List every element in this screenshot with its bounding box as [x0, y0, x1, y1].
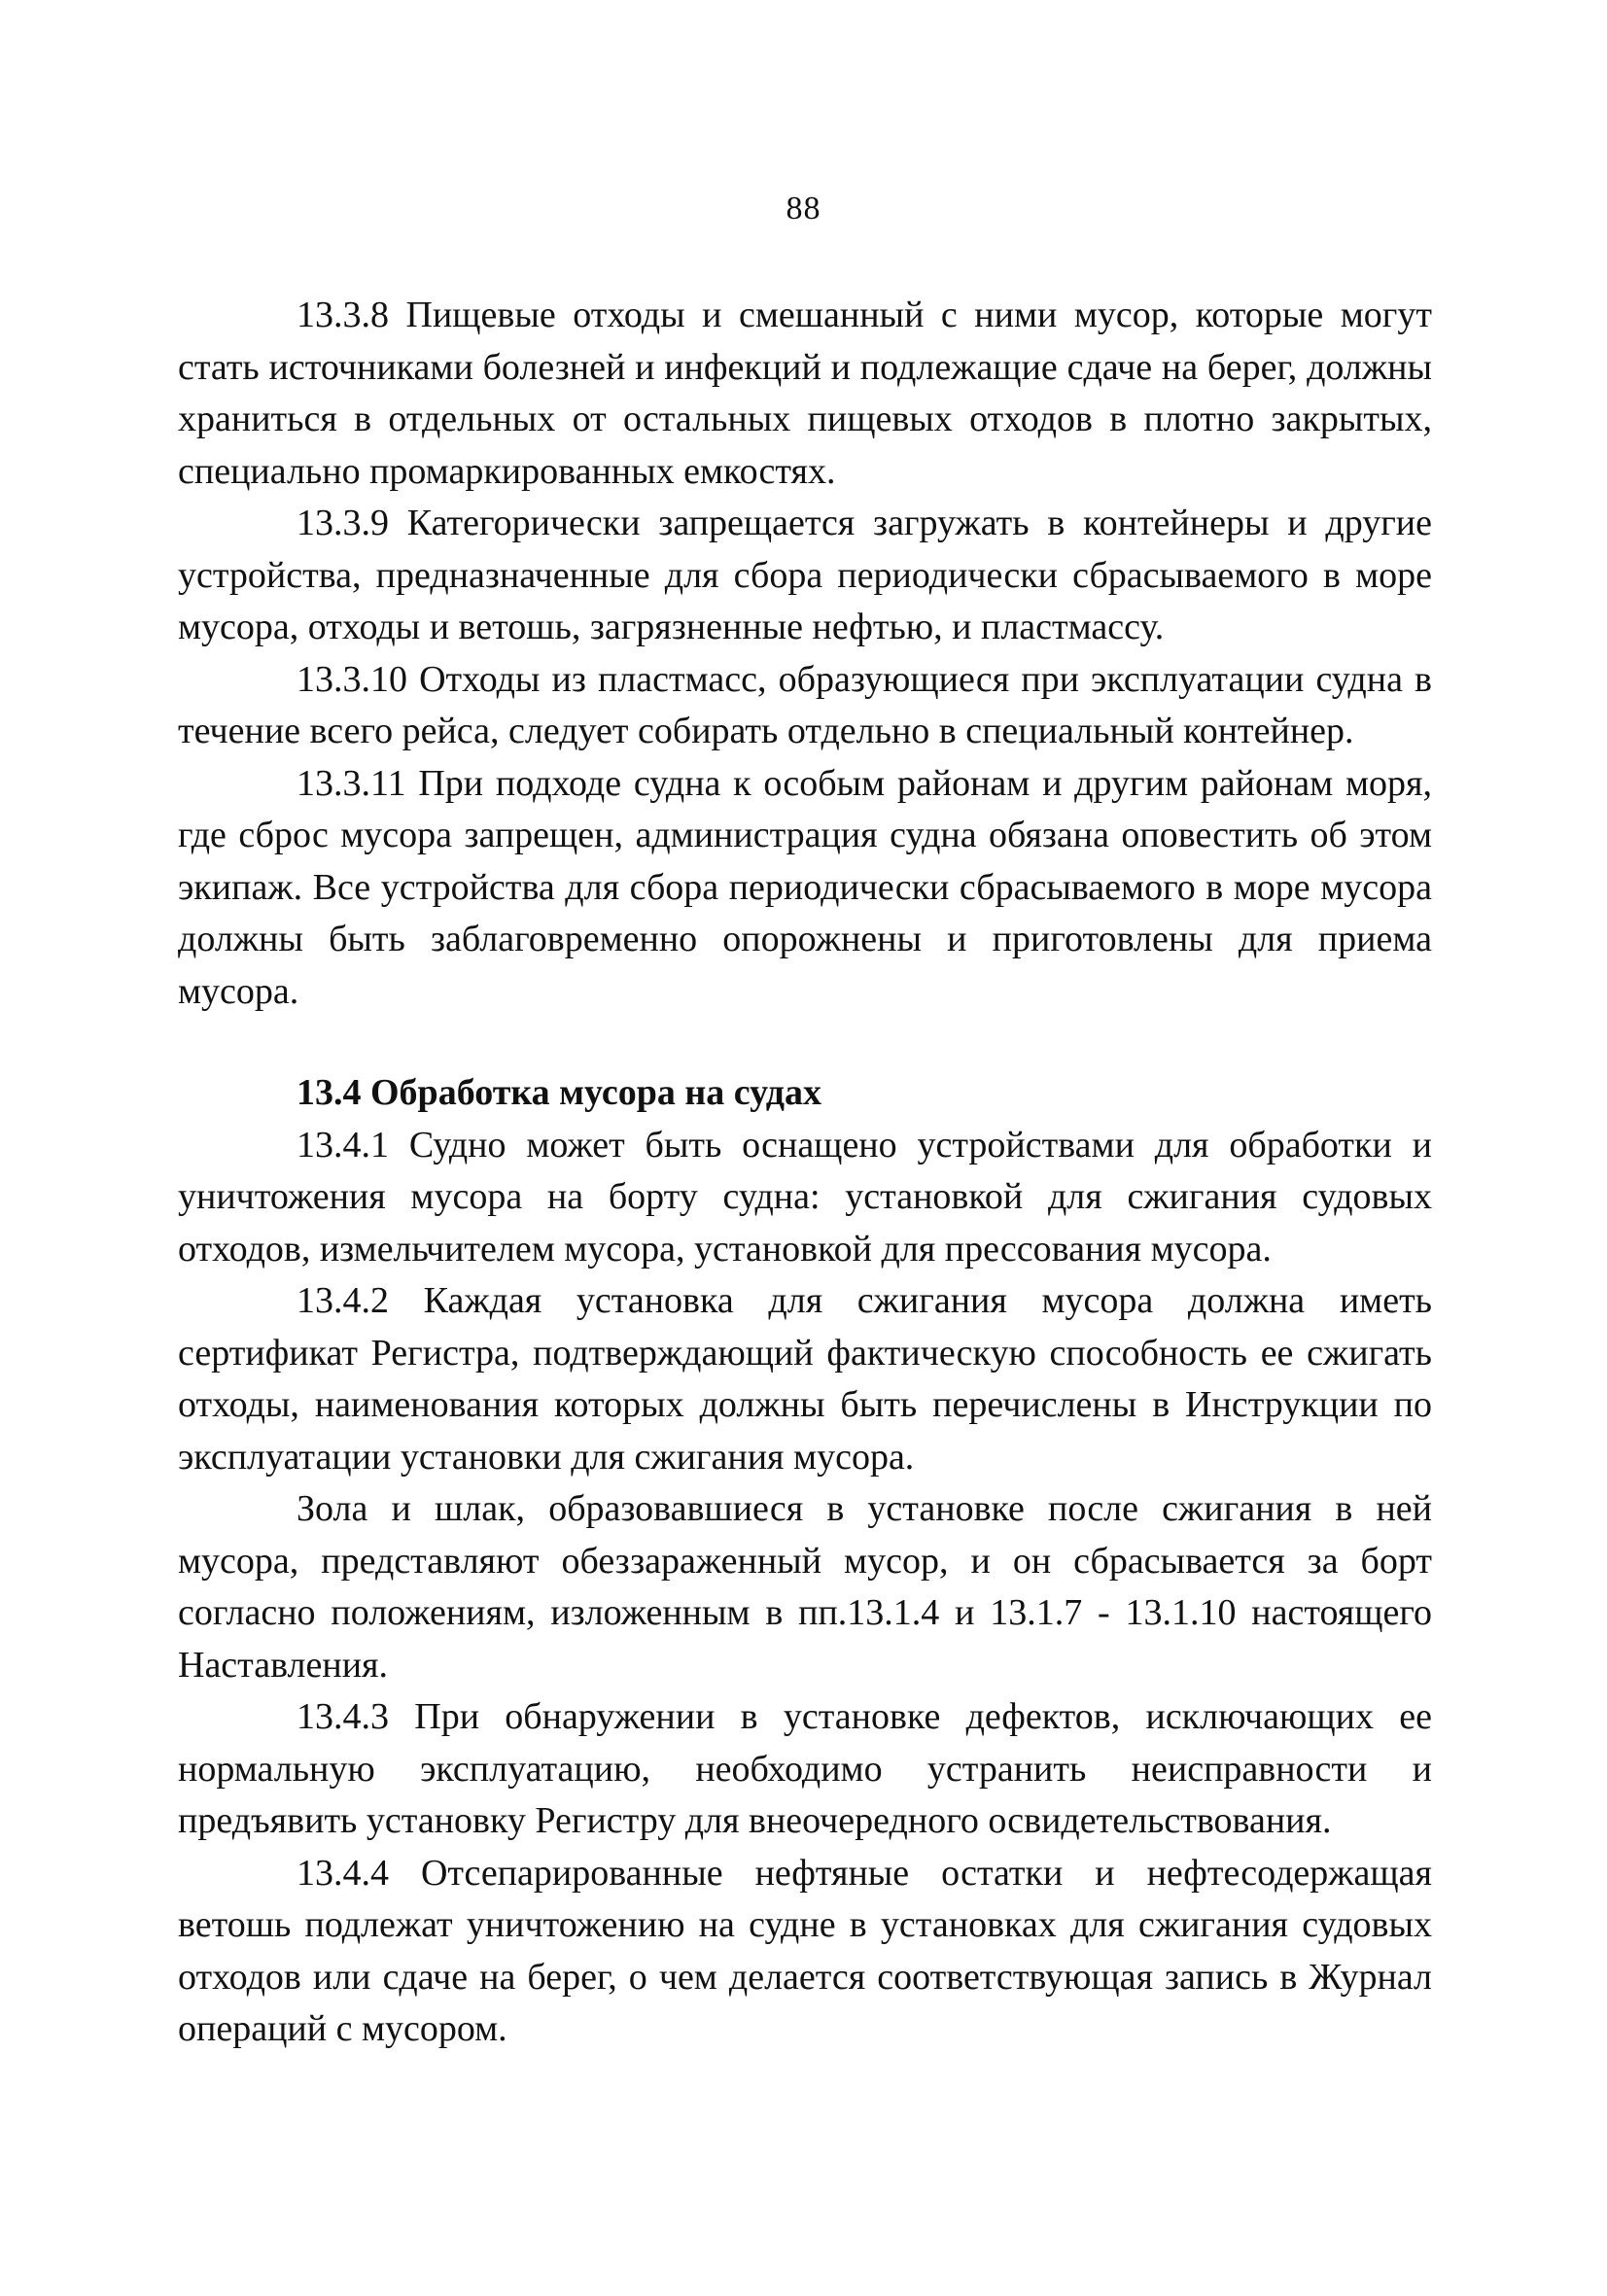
paragraph-13-4-2: 13.4.2 Каждая установка для сжигания мусора должна иметь сертификат Регистра, подтверждающий фактическую способность ее сжигать отходы, наименования которых должны быть перечислены в Инструкции по эксплуатации установки для сжигания мусора.: [178, 1280, 1432, 1478]
document-body: [178, 290, 1432, 2056]
paragraph-ash-and-slag: Зола и шлак, образовавшиеся в установке после сжигания в ней мусора, представляют обеззараженный мусор, и он сбрасывается за борт согласно положениям, изложенным в пп.13.1.4 и 13.1.7 - 13.1.10 настоящего Наставления.: [178, 1488, 1432, 1686]
paragraph-13-4-3: 13.4.3 При обнаружении в установке дефектов, исключающих ее нормальную эксплуатацию, необходимо устранить неисправности и предъявить установку Регистру для внеочередного освидетельствования.: [178, 1696, 1432, 1841]
section-heading-13-4: 13.4 Обработка мусора на судах: [297, 1072, 821, 1113]
paragraph-13-3-9: 13.3.9 Категорически запрещается загружать в контейнеры и другие устройства, предназначенные для сбора периодически сбрасываемого в море мусора, отходы и ветошь, загрязненные нефтью, и пластмассу.: [178, 503, 1432, 647]
paragraph-13-4-4: 13.4.4 Отсепарированные нефтяные остатки и нефтесодержащая ветошь подлежат уничтожению на судне в установках для сжигания судовых отходов или сдаче на берег, о чем делается соответствующая запись в Журнал операций с мусором.: [178, 1852, 1432, 2049]
paragraph-13-4-1: 13.4.1 Судно может быть оснащено устройствами для обработки и уничтожения мусора на борту судна: установкой для сжигания судовых отходов, измельчителем мусора, установкой для прессования мусора.: [178, 1124, 1432, 1270]
paragraph-13-3-10: 13.3.10 Отходы из пластмасс, образующиеся при эксплуатации судна в течение всего рейса, следует собирать отдельно в специальный контейнер.: [178, 658, 1432, 751]
page-number: 88: [786, 191, 821, 226]
paragraph-13-3-8: 13.3.8 Пищевые отходы и смешанный с ними мусор, которые могут стать источниками болезней и инфекций и подлежащие сдаче на берег, должны храниться в отдельных от остальных пищевых отходов в плотно закрытых, специально промаркированных емкостях.: [178, 295, 1432, 492]
paragraph-13-3-11: 13.3.11 При подходе судна к особым районам и другим районам моря, где сброс мусора запрещен, администрация судна обязана оповестить об этом экипаж. Все устройства для сбора периодически сбрасываемого в море мусора должны быть заблаговременно опорожнены и приготовлены для приема мусора.: [178, 762, 1432, 1012]
